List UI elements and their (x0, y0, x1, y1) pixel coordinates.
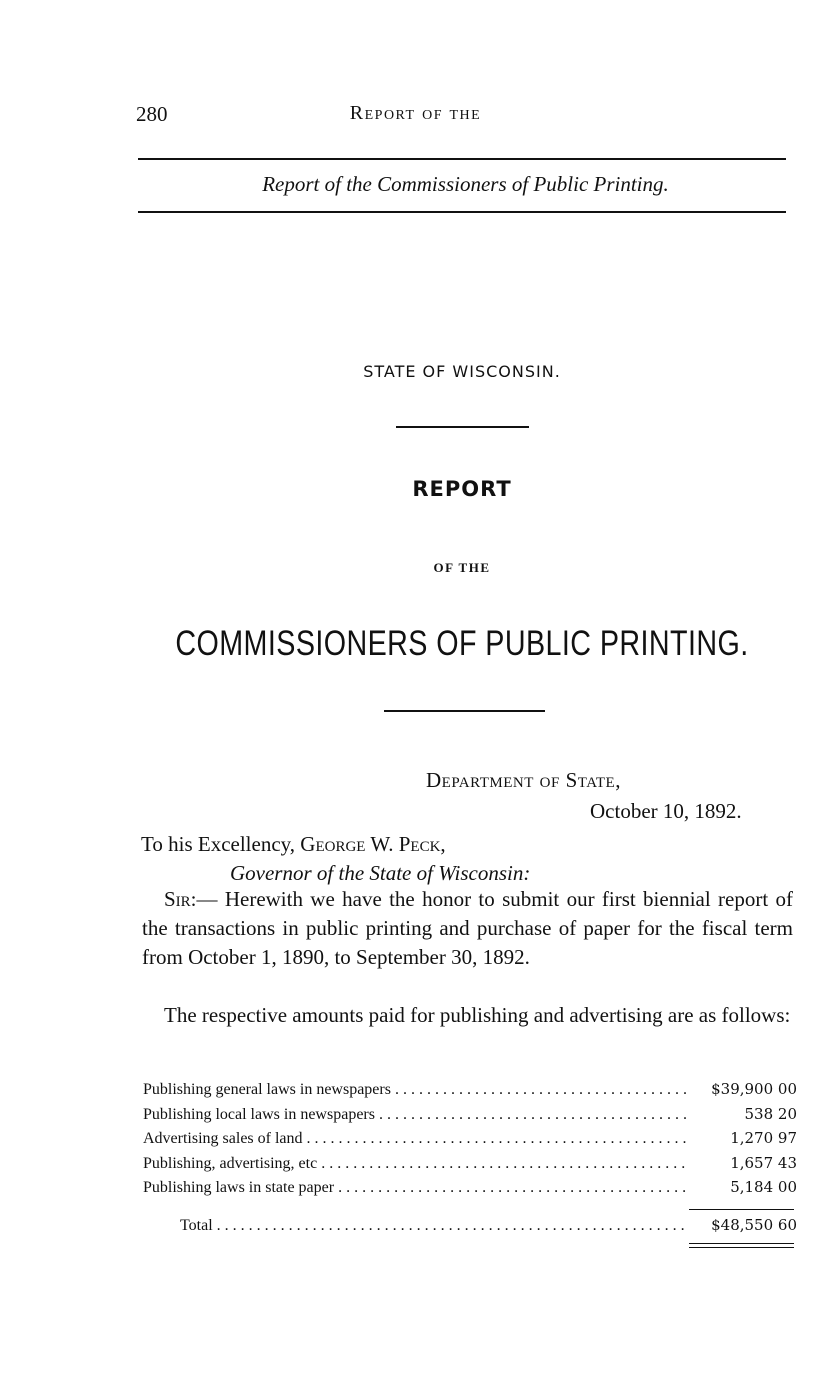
ledger-amount: 1,270 97 (730, 1129, 797, 1148)
ledger-row (143, 1105, 797, 1130)
address-line (141, 830, 446, 859)
ledger-row (143, 1080, 797, 1105)
ledger-row (143, 1129, 797, 1154)
ledger-label: Publishing general laws in newspapers . . . (143, 1081, 689, 1099)
ledger-total-row (180, 1216, 797, 1235)
page-number: 280 (136, 102, 168, 126)
header-rule-top (138, 158, 786, 160)
section-title: Report of the Commissioners of Public Printing. (262, 172, 669, 196)
sum-rule (689, 1209, 794, 1210)
ledger-label: Publishing local laws in newspapers . . . (143, 1106, 689, 1124)
paragraph-text: — Herewith we have the honor to submit our first biennial report of the transactions in public printing and purchase of paper for the fiscal term from October 1, 1890, to September 30, 1892. (142, 887, 793, 969)
ledger-row (143, 1178, 797, 1203)
address-prefix: To his Excellency, (141, 832, 301, 856)
date-line: October 10, 1892. (590, 799, 742, 823)
state-heading: STATE OF WISCONSIN. (363, 362, 561, 381)
report-heading: REPORT (412, 477, 512, 501)
header-rule-bottom (138, 211, 786, 213)
ledger-table (143, 1080, 797, 1203)
ledger-total-amount: $48,550 60 (711, 1216, 797, 1234)
ledger-label: Publishing laws in state paper . . . (143, 1179, 689, 1197)
ledger-label: Publishing, advertising, etc . . . (143, 1155, 689, 1173)
commissioners-heading: COMMISSIONERS OF PUBLIC PRINTING. (175, 624, 749, 663)
of-the-heading: OF THE (433, 560, 491, 575)
salutation: Sir: (164, 887, 197, 911)
divider-rule (384, 710, 545, 712)
ledger-row (143, 1154, 797, 1179)
addressee-name: George W. Peck, (300, 832, 446, 856)
ledger-amount: 5,184 00 (730, 1178, 797, 1197)
ledger-amount: 1,657 43 (730, 1153, 797, 1172)
ledger-amount: $39,900 00 (711, 1080, 797, 1098)
ledger-label: Advertising sales of land . . . (143, 1130, 689, 1148)
total-double-rule (689, 1243, 794, 1248)
running-head: Report of the (349, 102, 482, 124)
address-title: Governor of the State of Wisconsin: (230, 861, 531, 885)
department-line: Department of State, (426, 768, 621, 792)
paragraph: The respective amounts paid for publishing and advertising are as follows: (164, 1003, 791, 1027)
ledger-total-label: Total . . . (180, 1217, 689, 1235)
paragraph (142, 885, 793, 972)
divider-rule (396, 426, 529, 428)
ledger-amount: 538 20 (744, 1104, 797, 1123)
